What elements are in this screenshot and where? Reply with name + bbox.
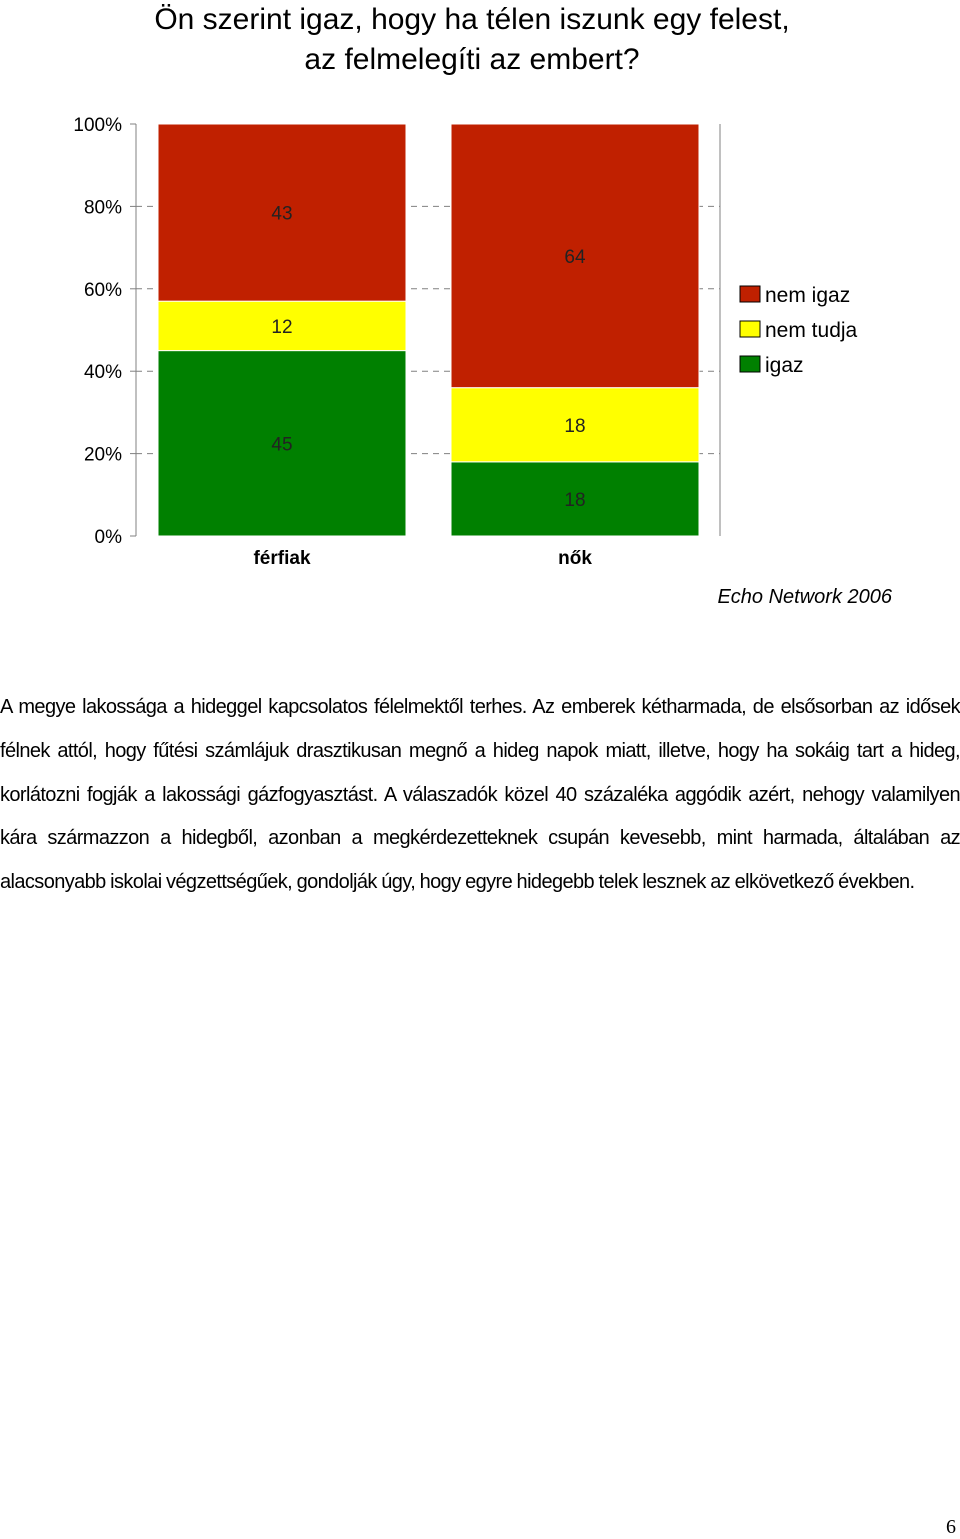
legend	[740, 284, 858, 377]
legend-swatch	[740, 286, 760, 302]
y-tick-label: 40%	[83, 362, 122, 384]
y-tick-label: 0%	[94, 527, 122, 548]
data-label: 64	[564, 246, 586, 268]
x-tick-label: férfiak	[253, 548, 311, 569]
legend-swatch	[740, 356, 760, 372]
body-paragraph: A megye lakossága a hideggel kapcsolatos félelmektől terhes. Az emberek kétharmada, de elsősorban az idősek félnek attól, hogy fűtési számlájuk drasztikusan megnő a hideg napok miatt, illetve, hogy ha sokáig tart a hideg, korlátozni fogják a lakossági gázfogyasztást. A válaszadók közel 40 százaléka aggódik azért, nehogy valamilyen kára származzon a hidegből, azonban a megkérdezetteknek csupán kevesebb, mint harmada, általában az alacsonyabb iskolai végzettségűek, gondolják úgy, hogy egyre hidegebb telek lesznek az elkövetkező években.	[0, 696, 960, 894]
legend-label: igaz	[765, 354, 804, 377]
y-tick-label: 20%	[83, 444, 122, 466]
chart-title-line-2: az felmelegíti az embert?	[304, 43, 640, 76]
y-tick-label: 60%	[83, 279, 122, 301]
data-label: 43	[271, 203, 293, 225]
data-label: 45	[271, 434, 293, 456]
page-number: 6	[946, 1516, 956, 1538]
chart-title	[0, 0, 944, 80]
chart-title-line-1: Ön szerint igaz, hogy ha télen iszunk egy felest,	[154, 3, 790, 36]
y-tick-label: 100%	[73, 115, 122, 136]
legend-label: nem tudja	[765, 319, 858, 342]
x-tick-label: nők	[558, 548, 592, 569]
legend-label: nem igaz	[765, 284, 851, 307]
source-credit: Echo Network 2006	[717, 586, 892, 608]
legend-swatch	[740, 321, 760, 337]
data-label: 18	[564, 415, 586, 437]
bars-layer	[158, 124, 699, 536]
stacked-bar-chart	[0, 100, 960, 580]
y-tick-label: 80%	[83, 197, 122, 219]
data-label: 18	[564, 489, 586, 511]
data-label: 12	[271, 316, 293, 338]
